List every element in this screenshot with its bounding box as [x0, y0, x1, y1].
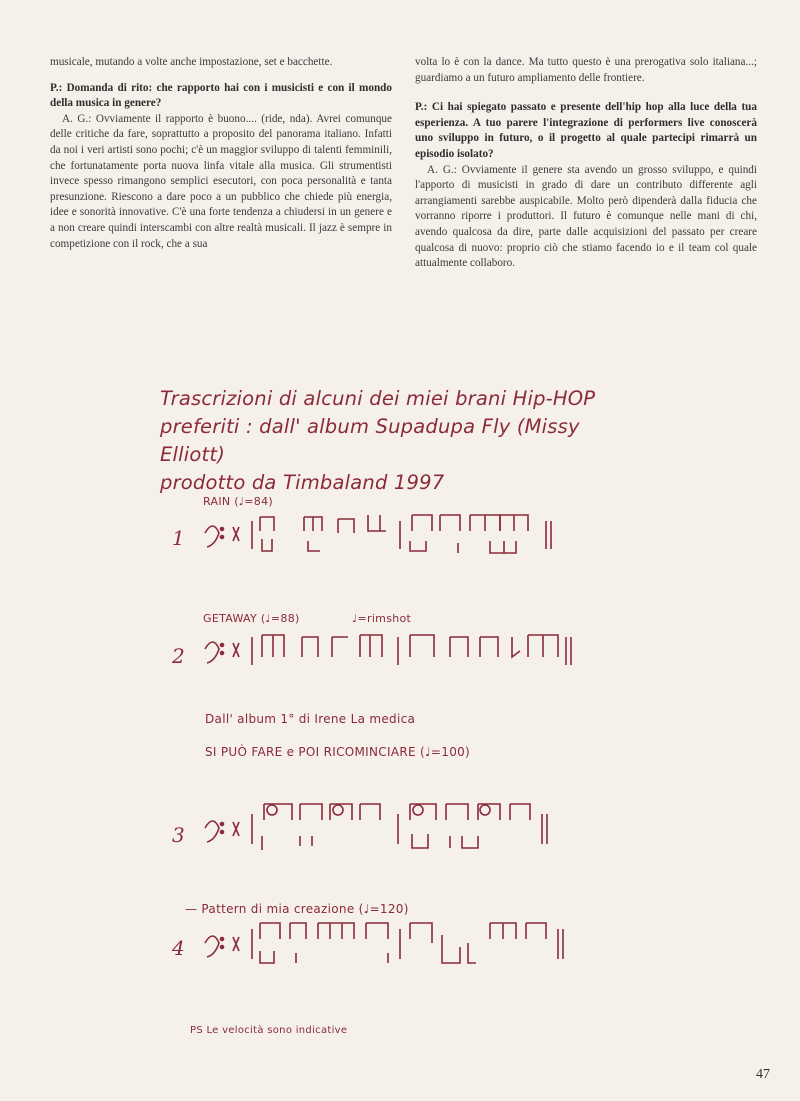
title-line: Trascrizioni di alcuni dei miei brani Hip-HOP [160, 387, 596, 410]
left-text-column [50, 55, 392, 252]
example-1-number: 1 [172, 526, 185, 550]
example-4-label: — Pattern di mia creazione (♩=120) [185, 902, 409, 916]
page-number: 47 [756, 1067, 770, 1082]
example-2-number: 2 [172, 644, 185, 668]
paragraph: musicale, mutando a volte anche impostazione, set e bacchette. [50, 56, 333, 68]
example-3-number: 3 [172, 823, 185, 847]
rhythm-notation-3 [200, 798, 580, 860]
example-2-note: ♩=rimshot [352, 612, 412, 625]
right-text-column [415, 55, 757, 272]
example-2-label: GETAWAY (♩=88) [203, 612, 300, 625]
question-heading: P.: Ci hai spiegato passato e presente dell'hip hop alla luce della tua esperienza. A tuo parere l'integrazione di performers live conoscerà uno sviluppo in futuro, o il progetto al quale partecipi rimarrà un episodio isolato? [415, 101, 757, 160]
transcription-title [160, 385, 640, 497]
example-4-number: 4 [172, 936, 185, 960]
title-line: prodotto da Timbaland 1997 [160, 471, 445, 494]
question-heading: P.: Domanda di rito: che rapporto hai con i musicisti e con il mondo della musica in genere? [50, 81, 392, 110]
title-line: preferiti : dall' album Supadupa Fly (Missy Elliott) [160, 415, 580, 466]
rhythm-notation-2 [200, 625, 580, 675]
answer-paragraph: A. G.: Ovviamente il rapporto è buono.... (ride, nda). Avrei comunque delle critiche da fare, soprattutto a proposito del panorama italiano. Infatti da noi i veri artisti sono pochi; c'è un maggior sviluppo di talenti femminili, che fortunatamente porta nuova linfa vitale alla musica. Gli strumentisti invece spesso rimangono semplici esecutori, con poca personalità e tanta presunzione. Riescono a dare poco a un pubblico che chiede più energia, idee e sonorità innovative. C'è una forte tendenza a chiudersi in un genere e a non creare quindi interscambi con altre realtà musicali. Il jazz è sempre in competizione con il rock, che a sua [50, 112, 392, 250]
answer-paragraph: A. G.: Ovviamente il genere sta avendo un grosso sviluppo, e quindi l'apporto di musicisti in grado di dare un contributo differente agli arrangiamenti sarebbe auspicabile. Molto però dipenderà dalla fiducia che vorranno riporre i produttori. Il futuro è comunque nelle mani di chi, avendo qualcosa da dire, parte dalle acquisizioni del passato per creare qualcosa di nuovo: proprio ciò che stiamo facendo io e il team col quale attualmente collaboro. [415, 163, 757, 270]
paragraph: volta lo è con la dance. Ma tutto questo è una prerogativa solo italiana...; guardiamo a un futuro ampliamento delle frontiere. [415, 56, 757, 84]
album-2-song: SI PUÒ FARE e POI RICOMINCIARE (♩=100) [205, 745, 471, 759]
example-1-label: RAIN (♩=84) [203, 495, 273, 508]
rhythm-notation-4 [200, 915, 580, 975]
album-2-title: Dall' album 1° di Irene La medica [205, 712, 416, 726]
footnote: PS Le velocità sono indicative [190, 1025, 348, 1036]
rhythm-notation-1 [200, 505, 580, 565]
